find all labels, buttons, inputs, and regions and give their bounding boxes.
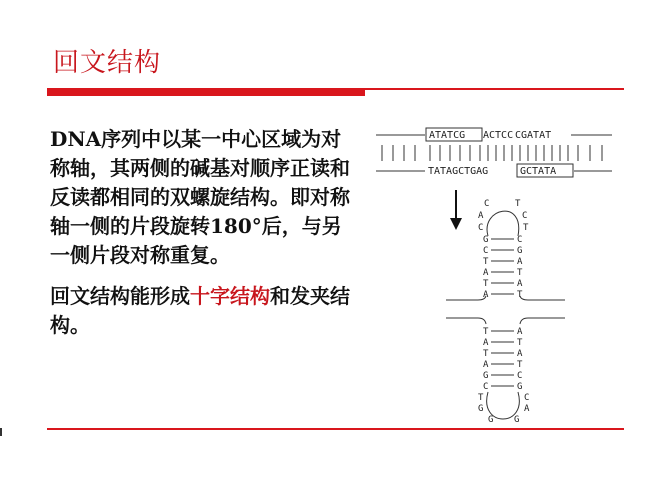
loop-bottom-base-5: G xyxy=(488,415,494,425)
svg-text:A: A xyxy=(483,290,489,300)
svg-text:A: A xyxy=(517,279,523,289)
structures-prefix: 回文结构能形成 xyxy=(50,284,190,308)
edge-mark xyxy=(0,428,2,436)
cruciform-highlight: 十字结构 xyxy=(190,284,270,308)
bottom-rule xyxy=(47,428,624,430)
svg-text:T: T xyxy=(517,338,523,348)
svg-text:G: G xyxy=(483,371,489,381)
title-rule-thick xyxy=(47,88,365,96)
top-box-left-text: ATATCG xyxy=(429,130,466,141)
loop-top-base-3: A xyxy=(478,211,484,221)
svg-text:C: C xyxy=(517,235,523,245)
svg-text:T: T xyxy=(517,360,523,370)
upper-strand-bend xyxy=(446,296,565,300)
down-arrow-icon xyxy=(450,218,462,230)
base-pair-ticks xyxy=(382,145,602,161)
loop-top-base-5: C xyxy=(478,223,484,233)
loop-top-base-2: T xyxy=(515,199,521,209)
svg-text:C: C xyxy=(483,382,489,392)
svg-text:A: A xyxy=(483,268,489,278)
lower-stem xyxy=(483,327,523,392)
body-text xyxy=(50,125,350,352)
loop-top-base-1: C xyxy=(484,199,490,209)
definition-paragraph: DNA序列中以某一中心区域为对称轴，其两侧的碱基对顺序正读和反读都相同的双螺旋结构。即对称轴一侧的片段旋转180°后，与另一侧片段对称重复。 xyxy=(50,127,350,267)
svg-text:T: T xyxy=(483,279,489,289)
top-middle-text: ACTCC xyxy=(483,130,514,141)
svg-text:C: C xyxy=(517,371,523,381)
loop-bottom-base-6: G xyxy=(514,415,520,425)
bottom-box-text: GCTATA xyxy=(520,166,557,177)
svg-text:G: G xyxy=(517,382,523,392)
svg-text:A: A xyxy=(517,349,523,359)
top-right-text: CGATAT xyxy=(515,130,552,141)
loop-bottom-base-4: A xyxy=(524,404,530,414)
palindrome-figure xyxy=(370,118,620,426)
loop-bottom-base-3: G xyxy=(478,404,484,414)
loop-top-base-4: C xyxy=(522,211,528,221)
lower-strand-bend xyxy=(446,318,565,324)
structures-suffix: 和发夹结构。 xyxy=(50,284,350,337)
loop-top-base-6: T xyxy=(523,223,529,233)
slide-title: 回文结构 xyxy=(53,48,162,78)
svg-text:T: T xyxy=(517,268,523,278)
svg-text:A: A xyxy=(517,327,523,337)
svg-text:A: A xyxy=(483,360,489,370)
bottom-left-text: TATAGCTGAG xyxy=(428,166,489,177)
loop-bottom-base-2: C xyxy=(524,393,530,403)
svg-text:A: A xyxy=(483,338,489,348)
upper-hairpin-loop xyxy=(487,211,519,236)
svg-text:T: T xyxy=(483,349,489,359)
structures-paragraph xyxy=(50,282,350,340)
title-rule-thin xyxy=(365,88,624,90)
svg-text:T: T xyxy=(483,257,489,267)
loop-bottom-base-1: T xyxy=(478,393,484,403)
svg-text:A: A xyxy=(517,257,523,267)
svg-text:G: G xyxy=(517,246,523,256)
svg-text:G: G xyxy=(483,235,489,245)
svg-text:C: C xyxy=(483,246,489,256)
upper-stem xyxy=(483,235,523,300)
svg-text:T: T xyxy=(483,327,489,337)
svg-text:T: T xyxy=(517,290,523,300)
